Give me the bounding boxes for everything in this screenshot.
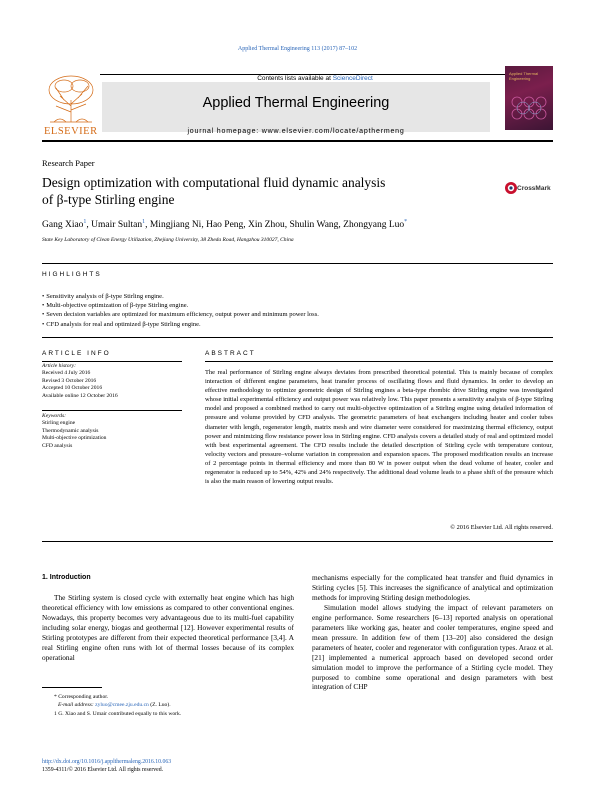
article-type: Research Paper [42, 158, 95, 168]
cover-title: Applied Thermal Engineering [509, 71, 539, 81]
paper-title [42, 174, 472, 208]
article-info-column [42, 363, 182, 450]
cover-artwork [509, 92, 549, 126]
author[interactable]: Shulin Wang [289, 220, 339, 231]
email-note: E-mail address: zyluo@cmee.zju.edu.cn (Z. Luo). [58, 702, 171, 709]
author[interactable]: Hao Peng [206, 220, 244, 231]
abstract-text: The real performance of Stirling engine always deviates from prescribed theoretical potential. This is mainly because of complex interaction of different engine parameters, heat transfer process of oscillating flows and fluid dynamics. In order to develop an effective methodology to optimize geometric design of Stirling engines a beta-type rhombic drive Stirling engine was investigated whose initial experimental efficiency and output power was relatively low. This paper presents a sensitivity analysis of β-type Stirling model and proposed a combined method to carry out multi-objective optimization of a Stirling engine using detailed information of pressure and volume provided by CFD analysis. The geometric parameters of heat exchangers including heater and cooler tubes diameter with length, regenerator length, matrix mesh and wire diameter were considered for maximizing thermal efficiency, output power and minimizing flow resistance power loss in Stirling engine. CFD analysis covers a detailed study of real and optimized model with best experimental agreement. The CFD results include the detailed description of Stirling cycle with temperature contour, velocity vectors and pressure–volume variation in compression and expansion spaces. The proposed modification results an increase of 2 percentage points in thermal efficiency and more than 80 W in power output when the dead volume of heater, cooler and regenerator is reduced up to 54%, 42% and 24% respectively. The additional dead volume leads to a phase shift of the pressure which is also the main reason of lowering output results. [205, 369, 553, 486]
sciencedirect-link[interactable]: ScienceDirect [332, 75, 373, 82]
highlights-top-rule [42, 263, 553, 264]
highlight-item: • Sensitivity analysis of β-type Stirling engine. [42, 292, 553, 301]
keyword: Stirling engine [42, 420, 76, 427]
intro-paragraph: The Stirling system is closed cycle with externally heat engine which has high theoretical efficiency with low emissions as compared to other conventional engines. Nowadays, this property becomes very advantageous due to its multi-fuel capability including solar energy, biogas and geothermal [12]. However experimental results of Stirling prototypes are different from their expected theoretical performance [3,4]. A real Stirling engine often runs with lot of thermal losses because of its complex operational [42, 592, 294, 662]
footnotes [42, 693, 294, 718]
highlights-bottom-rule [42, 337, 553, 338]
contents-prefix: Contents lists available at [257, 75, 333, 82]
journal-title: Applied Thermal Engineering [202, 95, 390, 111]
masthead-bottom-rule [42, 140, 553, 142]
history-label: Article history: [42, 363, 77, 369]
keywords-label: Keywords: [42, 413, 67, 420]
highlight-item: • Multi-objective optimization of β-type Stirling engine. [42, 301, 553, 310]
doi-block [42, 758, 171, 774]
keywords [42, 413, 182, 450]
history-online: Available online 12 October 2016 [42, 392, 118, 399]
right-paragraph-1: mechanisms especially for the complicated heat transfer and fluid dynamics in Stirling cycles [5]. This increases the significance of analytical and optimization methods for improving Stirling design methodologies. [312, 573, 553, 602]
body-left-column [42, 573, 294, 663]
issn-line: 1359-4311/© 2016 Elsevier Ltd. All rights reserved. [42, 767, 164, 773]
equal-contribution-note: 1 G. Xiao and S. Umair contributed equally to this work. [54, 710, 182, 717]
article-history [42, 363, 182, 400]
highlight-item: • Seven decision variables are optimized for maximum efficiency, output power and minimum power loss. [42, 310, 553, 319]
affiliation: State Key Laboratory of Clean Energy Utilization, Zhejiang University, 38 Zheda Road, Hangzhou 310027, China [42, 237, 294, 243]
article-info-label: ARTICLE INFO [42, 350, 111, 357]
highlight-item: • CFD analysis for real and optimized β-type Stirling engine. [42, 320, 553, 329]
history-accepted: Accepted 10 October 2016 [42, 385, 103, 392]
author[interactable]: Zhongyang Luo* [343, 219, 408, 231]
history-received: Received 4 July 2016 [42, 370, 91, 377]
author[interactable]: Mingjiang Ni [149, 220, 202, 231]
journal-reference[interactable]: Applied Thermal Engineering 113 (2017) 87–102 [237, 46, 358, 52]
keyword: Thermodynamic analysis [42, 427, 99, 434]
introduction-heading: 1. Introduction [42, 574, 91, 581]
abstract-label: ABSTRACT [205, 350, 256, 357]
doi-link[interactable]: http://dx.doi.org/10.1016/j.applthermaleng.2016.10.063 [42, 759, 172, 765]
title-line-2: of β-type Stirling engine [42, 192, 175, 207]
keyword: Multi-objective optimization [42, 435, 107, 442]
crossmark-label[interactable]: CrossMark [517, 185, 551, 192]
highlights-label: HIGHLIGHTS [42, 271, 102, 278]
body-right-column [312, 573, 553, 692]
abstract-bottom-rule [42, 541, 553, 542]
journal-cover-thumbnail[interactable] [505, 66, 553, 130]
title-line-1: Design optimization with computational fluid dynamic analysis [42, 175, 386, 190]
article-info-rule [42, 361, 182, 362]
corresponding-author-note: * Corresponding author. [54, 694, 109, 700]
abstract-copyright: © 2016 Elsevier Ltd. All rights reserved. [450, 524, 553, 531]
abstract-rule [205, 361, 553, 362]
contents-line [140, 75, 490, 82]
footnote-rule [42, 687, 102, 688]
highlights-list [42, 292, 553, 329]
history-revised: Revised 3 October 2016 [42, 377, 97, 384]
right-paragraph-2: Simulation model allows studying the impact of relevant parameters on engine performance. Some researchers [6–13] reported analysis on operational parameters like working gas, heater and cooler temperatures, engine speed and mean pressure. In addition few of them [13–20] also considered the design parameters of heater, cooler and regenerator with configuration types. Araoz et al. [21] implemented a numerical approach based on developed second order simulation model to improve the performance of a Stirling cycle model. They purposed to combine some operational and design parameters with best integration of CHP [312, 602, 553, 692]
keywords-rule [42, 410, 182, 411]
keyword: CFD analysis [42, 442, 73, 449]
author-list: Gang Xiao$^1$, Umair Sultan$^1$, Mingjiang Ni, Hao Peng, Xin Zhou, Shulin Wang, Zhongyang Luo* [42, 219, 408, 231]
author[interactable]: Gang Xiao$^1$ [42, 219, 87, 231]
publisher-wordmark: ELSEVIER [44, 126, 98, 137]
author[interactable]: Xin Zhou [248, 220, 285, 231]
author[interactable]: Umair Sultan$^1$ [91, 219, 146, 231]
journal-homepage[interactable]: journal homepage: www.elsevier.com/locate/apthermeng [187, 128, 405, 135]
email-link[interactable]: zyluo@cmee.zju.edu.cn [95, 702, 149, 709]
